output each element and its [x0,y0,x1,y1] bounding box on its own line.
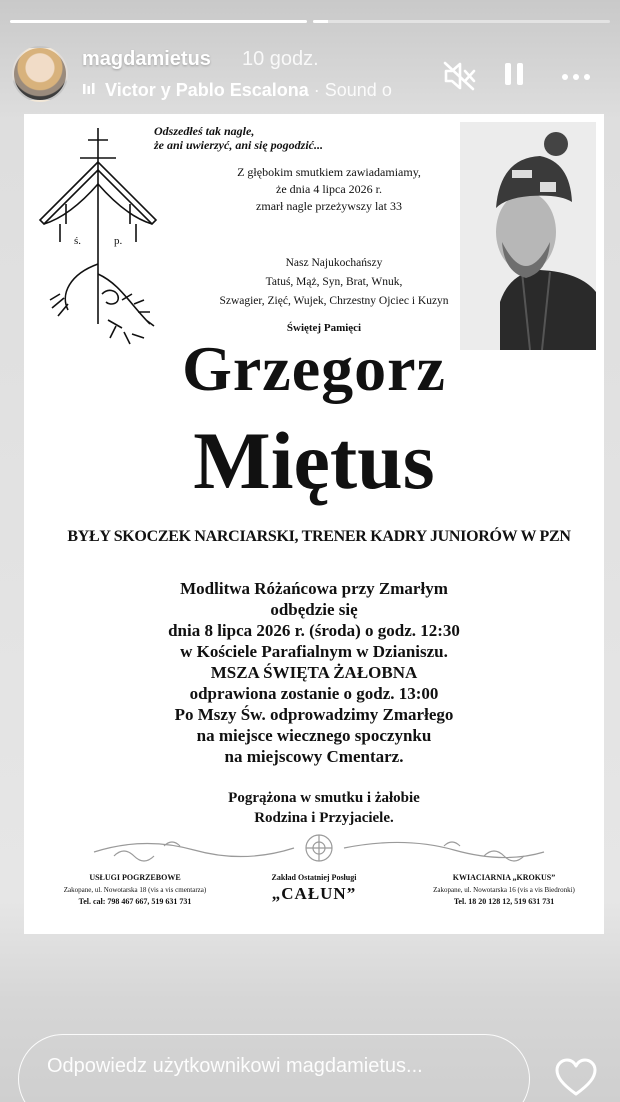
quote [154,124,323,152]
detail-line: na miejsce wiecznego spoczynku [196,726,432,745]
announcement-line: Z głębokim smutkiem zawiadamiamy, [237,165,421,179]
florist-info [414,872,594,908]
reply-input[interactable]: Odpowiedz użytkownikowi magdamietus... [18,1034,530,1102]
pause-icon [502,63,526,90]
memory-heading: Świętej Pamięci [286,322,362,334]
cross-illustration [30,124,166,354]
footer-phone: Tel. 18 20 128 12, 519 631 731 [453,897,555,906]
music-bars-icon [82,80,100,101]
deceased-photo [460,122,596,350]
more-options-icon [560,67,593,85]
detail-line: Po Mszy Św. odprowadzimy Zmarłego [174,705,454,724]
mourners [124,788,524,828]
quote-line: że ani uwierzyć, ani się pogodzić... [154,138,324,152]
like-button[interactable] [554,1058,598,1098]
detail-line: na miejscowy Cmentarz. [224,747,404,766]
music-separator: · [308,80,325,100]
footer-address: Zakopane, ul. Nowotarska 18 (vis a vis cmentarza) [63,886,207,894]
detail-line: MSZA ŚWIĘTA ŻAŁOBNA [210,663,418,682]
detail-line: odbędzie się [270,600,358,619]
avatar[interactable] [12,46,68,102]
detail-line: odprawiona zostanie o godz. 13:00 [189,684,439,703]
heart-icon [554,1058,598,1098]
beloved-line: Nasz Najukochańszy [285,257,383,269]
footer-name: „CAŁUN” [271,884,357,903]
ornament-divider [84,828,554,868]
music-info[interactable] [82,80,422,104]
cross-letter-right: p. [114,235,123,247]
progress-segment [10,20,307,23]
detail-line: Modlitwa Różańcowa przy Zmarłym [180,579,448,598]
more-options-button[interactable] [556,56,596,96]
music-artist: Victor y Pablo Escalona [105,80,309,100]
username[interactable]: magdamietus [82,48,211,70]
detail-line: w Kościele Parafialnym w Dzianiszu. [180,642,448,661]
first-name: Grzegorz [182,333,446,404]
funeral-home-info [224,872,404,904]
footer-title: Zakład Ostatniej Posługi [271,873,357,882]
footer-phone: Tel. cał: 798 467 667, 519 631 731 [78,897,192,906]
ceremony-details [64,578,564,767]
mourners-line: Pogrążona w smutku i żałobie [228,790,420,806]
time-ago: 10 godz. [242,48,319,70]
footer-address: Zakopane, ul. Nowotarska 16 (vis a vis Biedronki) [433,886,575,894]
progress-segment [313,20,610,23]
announcement-line: że dnia 4 lipca 2026 r. [276,182,382,196]
speaker-muted-icon [443,61,477,91]
story-header [12,44,608,104]
footer-title: KWIACIARNIA „KROKUS” [452,873,556,882]
story-progress [10,20,610,23]
role-description: BYŁY SKOCZEK NARCIARSKI, TRENER KADRY JUNIORÓW W PZN [67,528,571,545]
beloved-text [184,254,484,311]
beloved-line: Szwagier, Zięć, Wujek, Chrzestny Ojciec i Kuzyn [219,295,449,307]
funeral-services-info [50,872,220,908]
cross-letter-left: ś. [74,235,82,247]
quote-line: Odszedłeś tak nagle, [154,124,255,138]
last-name: Miętus [193,415,435,506]
beloved-line: Tatuś, Mąż, Syn, Brat, Wnuk, [265,276,403,288]
mute-button[interactable] [440,56,480,96]
music-track: Sound o [324,80,392,100]
pause-button[interactable] [494,56,534,96]
mourners-line: Rodzina i Przyjaciele. [254,810,394,826]
detail-line: dnia 8 lipca 2026 r. (środa) o godz. 12:30 [168,621,460,640]
announcement-line: zmarł nagle przeżywszy lat 33 [256,199,402,213]
obituary-card [24,114,604,934]
footer-title: USŁUGI POGRZEBOWE [89,873,181,882]
announcement [224,164,434,215]
